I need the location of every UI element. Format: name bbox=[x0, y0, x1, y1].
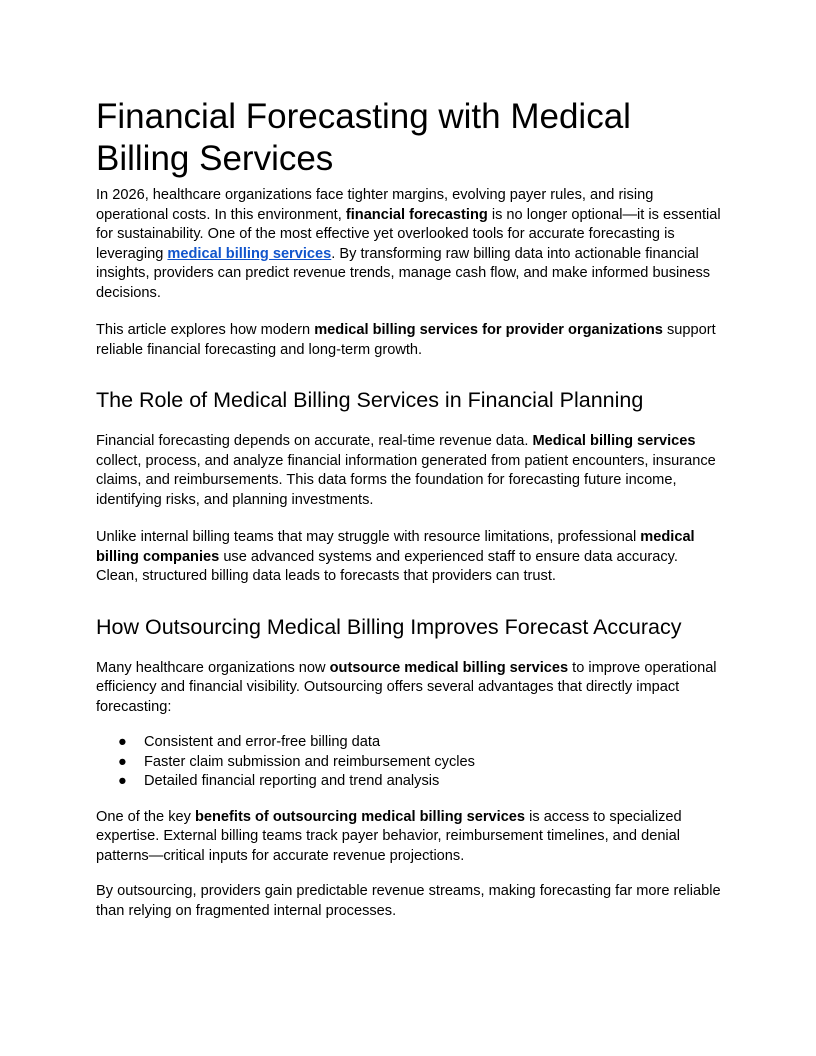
list-item-text: Consistent and error-free billing data bbox=[144, 734, 381, 750]
intro-p2-text-c: support reliable financial forecasting and long-term growth. bbox=[96, 322, 716, 358]
s2-p1-text-c: to improve operational efficiency and financial visibility. Outsourcing offers several advantages that directly impact forecasting: bbox=[96, 659, 717, 715]
s1-p2-bold: medical billing companies bbox=[96, 529, 695, 565]
intro-p1-text-c: is no longer optional—it is essential for sustainability. One of the most effective yet overlooked tools for accurate forecasting is leveraging bbox=[96, 206, 721, 262]
bullet-icon: ● bbox=[118, 773, 127, 789]
document-page bbox=[96, 96, 724, 921]
section-2-paragraph-3: By outsourcing, providers gain predictable revenue streams, making forecasting far more reliable than relying on fragmented internal processes. bbox=[96, 883, 721, 919]
section-1-paragraph-1 bbox=[96, 432, 724, 510]
intro-p1-text-d: . By transforming raw billing data into actionable financial insights, providers can predict revenue trends, manage cash flow, and make informed business decisions. bbox=[96, 245, 711, 301]
intro-paragraph-2 bbox=[96, 321, 724, 360]
advantages-list bbox=[96, 733, 724, 792]
section-1-paragraph-2 bbox=[96, 528, 724, 587]
s2-p1-text-a: Many healthcare organizations now bbox=[96, 659, 330, 676]
list-item bbox=[96, 772, 724, 792]
intro-p1-text-a: In 2026, healthcare organizations face tighter margins, evolving payer rules, and rising operational costs. In this environment, bbox=[96, 187, 654, 223]
list-item-text: Faster claim submission and reimbursement cycles bbox=[144, 753, 475, 770]
section-1-heading: The Role of Medical Billing Services in Financial Planning bbox=[96, 388, 644, 412]
intro-p2-text-a: This article explores how modern bbox=[96, 322, 315, 338]
s1-p2-text-a: Unlike internal billing teams that may struggle with resource limitations, professional bbox=[96, 529, 641, 545]
s1-p1-bold: Medical billing services bbox=[532, 433, 696, 449]
section-2-heading: How Outsourcing Medical Billing Improves Forecast Accuracy bbox=[96, 614, 682, 639]
s1-p1-text-a: Financial forecasting depends on accurate, real-time revenue data. bbox=[96, 433, 533, 449]
s1-p2-text-c: use advanced systems and experienced staff to ensure data accuracy. Clean, structured billing data leads to forecasts that providers can trust. bbox=[96, 548, 678, 584]
s2-p1-bold: outsource medical billing services bbox=[329, 659, 569, 676]
intro-p2-bold: medical billing services for provider organizations bbox=[314, 322, 663, 338]
list-item-text: Detailed financial reporting and trend analysis bbox=[144, 773, 440, 789]
medical-billing-services-link[interactable]: medical billing services bbox=[167, 245, 332, 262]
bullet-icon: ● bbox=[118, 734, 127, 750]
section-2-paragraph-2 bbox=[96, 808, 724, 867]
s2-p2-text-a: One of the key bbox=[96, 808, 195, 825]
s1-p1-text-c: collect, process, and analyze financial information generated from patient encounters, insurance claims, and reimbursements. This data forms the foundation for forecasting future income, identifying risks, and planning investments. bbox=[96, 452, 716, 508]
s2-p2-bold: benefits of outsourcing medical billing services bbox=[194, 808, 526, 825]
s2-p2-text-c: is access to specialized expertise. External billing teams track payer behavior, reimbursement timelines, and denial patterns—critical inputs for accurate revenue projections. bbox=[96, 808, 682, 864]
intro-paragraph-1 bbox=[96, 186, 724, 303]
bullet-icon: ● bbox=[118, 753, 127, 770]
list-item bbox=[96, 733, 724, 753]
section-2-paragraph-1 bbox=[96, 659, 724, 718]
list-item bbox=[96, 753, 724, 773]
intro-p1-bold: financial forecasting bbox=[345, 206, 488, 223]
page-title: Financial Forecasting with Medical Billing Services bbox=[96, 97, 631, 178]
